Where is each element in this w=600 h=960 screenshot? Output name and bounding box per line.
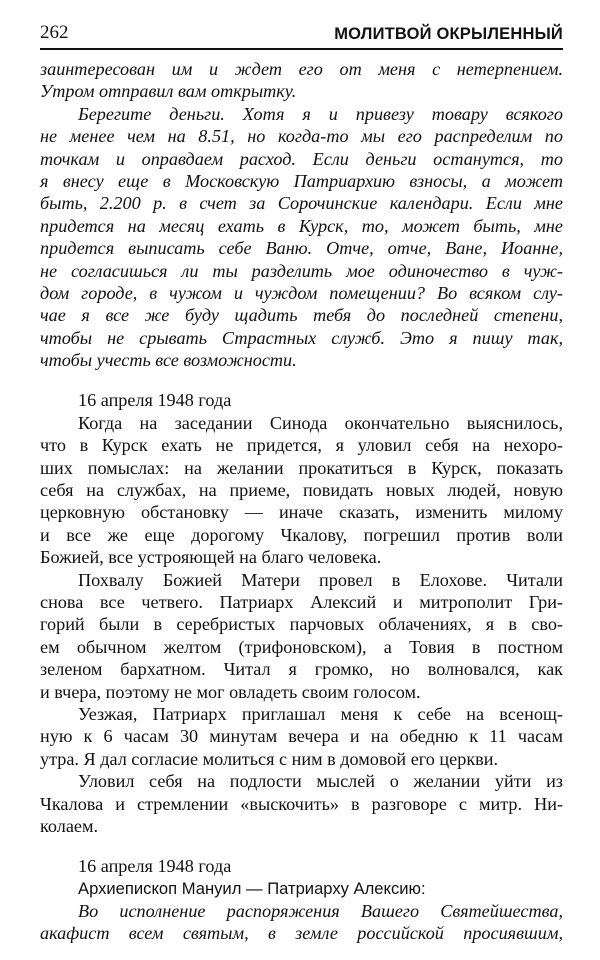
text-line: придется на месяц ехать в Курск, то, может быть, мне <box>40 215 563 236</box>
text-line: Божией, все устрояющей на благо человека. <box>40 547 382 568</box>
text-line: точкам и оправдаем расход. Если деньги останутся, то <box>40 148 563 169</box>
diary-date: 16 апреля 1948 года <box>78 856 232 877</box>
text-line: ную к 6 часам 30 минутам вечера и на обедню к 11 часам <box>40 726 563 747</box>
text-line: не менее чем на 8.51, но когда-то мы его распределим по <box>40 126 563 147</box>
text-line: ших помыслах: на желании прокатиться в Курск, показать <box>40 457 563 478</box>
spacer <box>40 371 563 389</box>
text-line: колаем. <box>40 815 99 836</box>
diary-paragraph <box>40 569 563 703</box>
letter-heading: Архиепископ Мануил — Патриарху Алексию: <box>78 878 426 898</box>
text-line: и все же еще дорогому Чкалову, погрешил против воли <box>40 524 563 545</box>
text-line: чтобы не срывать Страстных служб. Это я пишу так, <box>40 327 563 348</box>
text-line: утра. Я дал согласие молиться с ним в домовой его церкви. <box>40 748 499 769</box>
spacer <box>40 837 563 855</box>
text-line: Утром отправил вам открытку. <box>40 81 297 102</box>
text-line: я внесу еще в Московскую Патриархию взносы, а может <box>40 170 563 191</box>
diary-paragraph <box>40 703 563 770</box>
text-line: горий были в серебристых парчовых облачениях, я в сво- <box>40 614 563 635</box>
letter-paragraph <box>40 900 563 945</box>
text-line: что в Курск ехать не придется, я уловил себя на нехоро- <box>40 435 563 456</box>
text-line: Уловил себя на подлости мыслей о желании уйти из <box>78 771 563 792</box>
text-line: Берегите деньги. Хотя я и привезу товару всякого <box>78 103 563 124</box>
diary-paragraph <box>40 770 563 837</box>
text-line: Похвалу Божией Матери провел в Елохове. Читали <box>78 569 563 590</box>
text-line: чтобы учесть все возможности. <box>40 350 297 371</box>
text-line: Чкалова и стремлении «выскочить» в разговоре с митр. Ни- <box>40 793 563 814</box>
text-line: дом городе, в чужом и чуждом помещении? Во всяком слу- <box>40 282 563 303</box>
text-line: заинтересован им и ждет его от меня с нетерпением. <box>40 59 563 79</box>
text-line: придется выписать себе Ваню. Отче, отче, Ване, Иоанне, <box>40 238 563 259</box>
diary-paragraph <box>40 412 563 569</box>
text-line: себя на службах, на приеме, повидать новых людей, новую <box>40 480 563 501</box>
text-line: Когда на заседании Синода окончательно выяснилось, <box>78 412 563 433</box>
letter-paragraph <box>40 103 563 372</box>
text-line: акафист всем святым, в земле российской просиявшим, <box>40 923 563 944</box>
text-line: и вчера, поэтому не мог овладеть своим голосом. <box>40 681 421 702</box>
text-line: Во исполнение распоряжения Вашего Святейшества, <box>78 901 563 922</box>
text-line: ем обычном желтом (трифоновском), а Товия в постном <box>40 636 563 657</box>
page-number: 262 <box>40 22 69 43</box>
text-line: не согласишься ли ты разделить мое одиночество в чуж- <box>40 260 563 281</box>
text-line: церковную обстановку — иначе сказать, изменить милому <box>40 502 563 523</box>
page-body <box>40 58 563 945</box>
text-line: чае я все же буду щадить тебя до последней степени, <box>40 305 563 326</box>
text-line: снова все четвero. Патриарх Алексий и митрополит Гри- <box>40 591 563 612</box>
running-title: МОЛИТВОЙ ОКРЫЛЕННЫЙ <box>334 25 563 43</box>
text-line: зеленом бархатном. Читал я громко, но волновался, как <box>40 659 563 680</box>
page-header <box>40 18 563 50</box>
letter-continuation <box>40 58 563 103</box>
text-line: быть, 2.200 р. в счет за Сорочинские календари. Если мне <box>40 193 563 214</box>
text-line: Уезжая, Патриарх приглашал меня к себе на всенощ- <box>78 703 563 724</box>
diary-date: 16 апреля 1948 года <box>78 390 232 411</box>
